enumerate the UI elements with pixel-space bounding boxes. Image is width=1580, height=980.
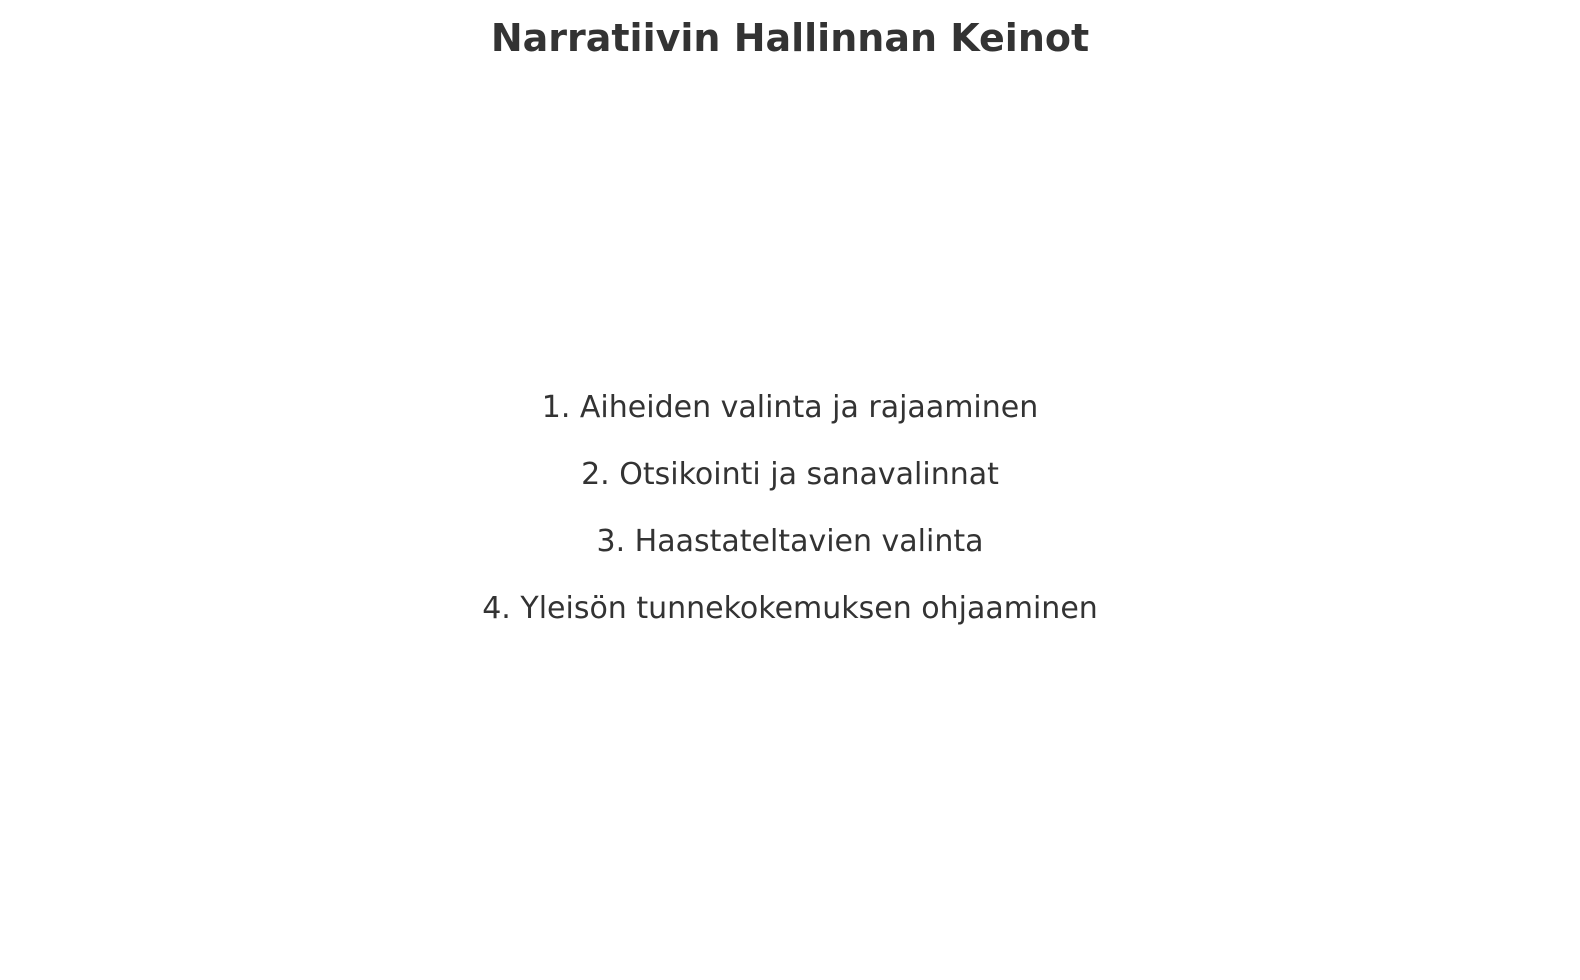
page-title: Narratiivin Hallinnan Keinot — [490, 16, 1090, 60]
list-item: 2. Otsikointi ja sanavalinnat — [581, 457, 999, 492]
methods-list — [0, 386, 1580, 654]
list-item: 4. Yleisön tunnekokemuksen ohjaaminen — [482, 591, 1098, 626]
list-item: 1. Aiheiden valinta ja rajaaminen — [541, 390, 1039, 425]
list-item: 3. Haastateltavien valinta — [596, 524, 984, 559]
